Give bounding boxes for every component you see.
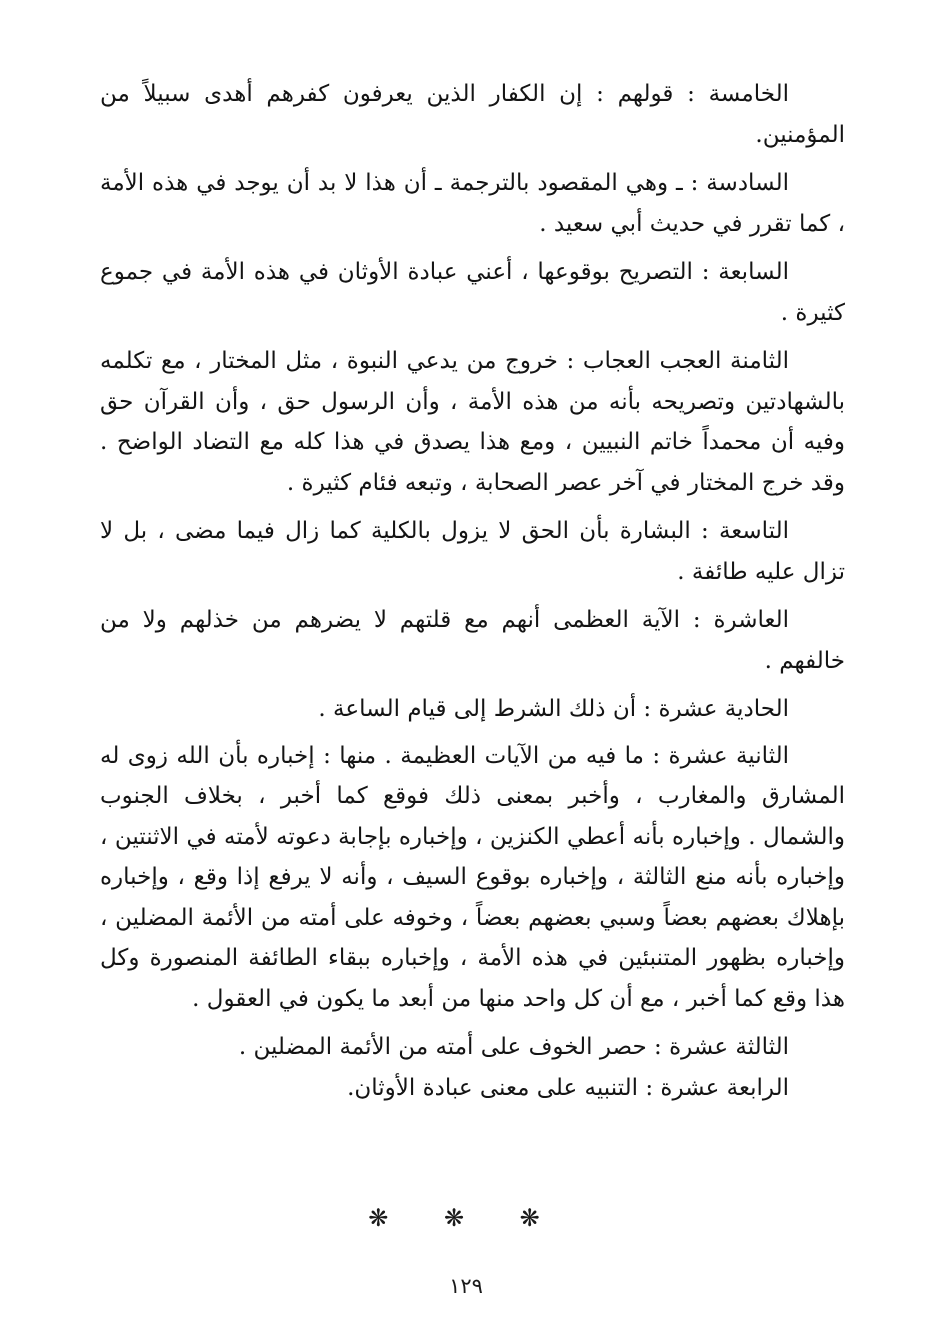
point-fourteenth: الرابعة عشرة : التنبيه على معنى عبادة الأوثان.: [347, 1074, 789, 1101]
point-tenth: العاشرة : الآية العظمى أنهم مع قلتهم لا يضرهم من خذلهم ولا من خالفهم .: [100, 607, 845, 674]
point-ninth: التاسعة : البشارة بأن الحق لا يزول بالكلية كما زال فيما مضى ، بل لا تزال عليه طائفة .: [100, 518, 845, 585]
point-thirteenth: الثالثة عشرة : حصر الخوف على أمته من الأئمة المضلين .: [238, 1034, 789, 1060]
point-fifth: الخامسة : قولهم : إن الكفار الذين يعرفون كفرهم أهدى سبيلاً من المؤمنين.: [100, 81, 845, 148]
point-seventh: السابعة : التصريح بوقوعها ، أعني عبادة الأوثان في هذه الأمة في جموع كثيرة .: [100, 259, 845, 326]
page-number: ١٢٩: [449, 1274, 483, 1298]
section-separator: ❋ ❋ ❋: [368, 1204, 564, 1232]
point-eighth: الثامنة العجب العجاب : خروج من يدعي النبوة ، مثل المختار ، مع تكلمه بالشهادتين وتصريحه بأنه من هذه الأمة ، وأن الرسول حق ، وأن القرآن حق وفيه أن محمداً خاتم النبيين ، ومع هذا يصدق في هذا كله مع التضاد الواضح . وقد خرج المختار في آخر عصر الصحابة ، وتبعه فئام كثيرة .: [100, 348, 845, 496]
point-sixth: السادسة : ـ وهي المقصود بالترجمة ـ أن هذا لا بد أن يوجد في هذه الأمة ، كما تقرر في حديث أبي سعيد .: [100, 170, 845, 237]
point-twelfth: الثانية عشرة : ما فيه من الآيات العظيمة . منها : إخباره بأن الله زوى له المشارق والمغارب ، وأخبر بمعنى ذلك فوقع كما أخبر ، بخلاف الجنوب والشمال . وإخباره بأنه أعطي الكنزين ، وإخباره بإجابة دعوته لأمته في الاثنتين ، وإخباره بأنه منع الثالثة ، وإخباره بوقوع السيف ، وأنه لا يرفع إذا وقع ، وإخباره بإهلاك بعضهم بعضاً وسبي بعضهم بعضاً ، وخوفه على أمته من الأئمة المضلين ، وإخباره بظهور المتنبئين في هذه الأمة ، وإخباره ببقاء الطائفة المنصورة وكل هذا وقع كما أخبر ، مع أن كل واحد منها من أبعد ما يكون في العقول .: [100, 742, 845, 1012]
point-eleventh: الحادية عشرة : أن ذلك الشرط إلى قيام الساعة .: [318, 696, 789, 722]
page-body: [100, 74, 845, 1108]
